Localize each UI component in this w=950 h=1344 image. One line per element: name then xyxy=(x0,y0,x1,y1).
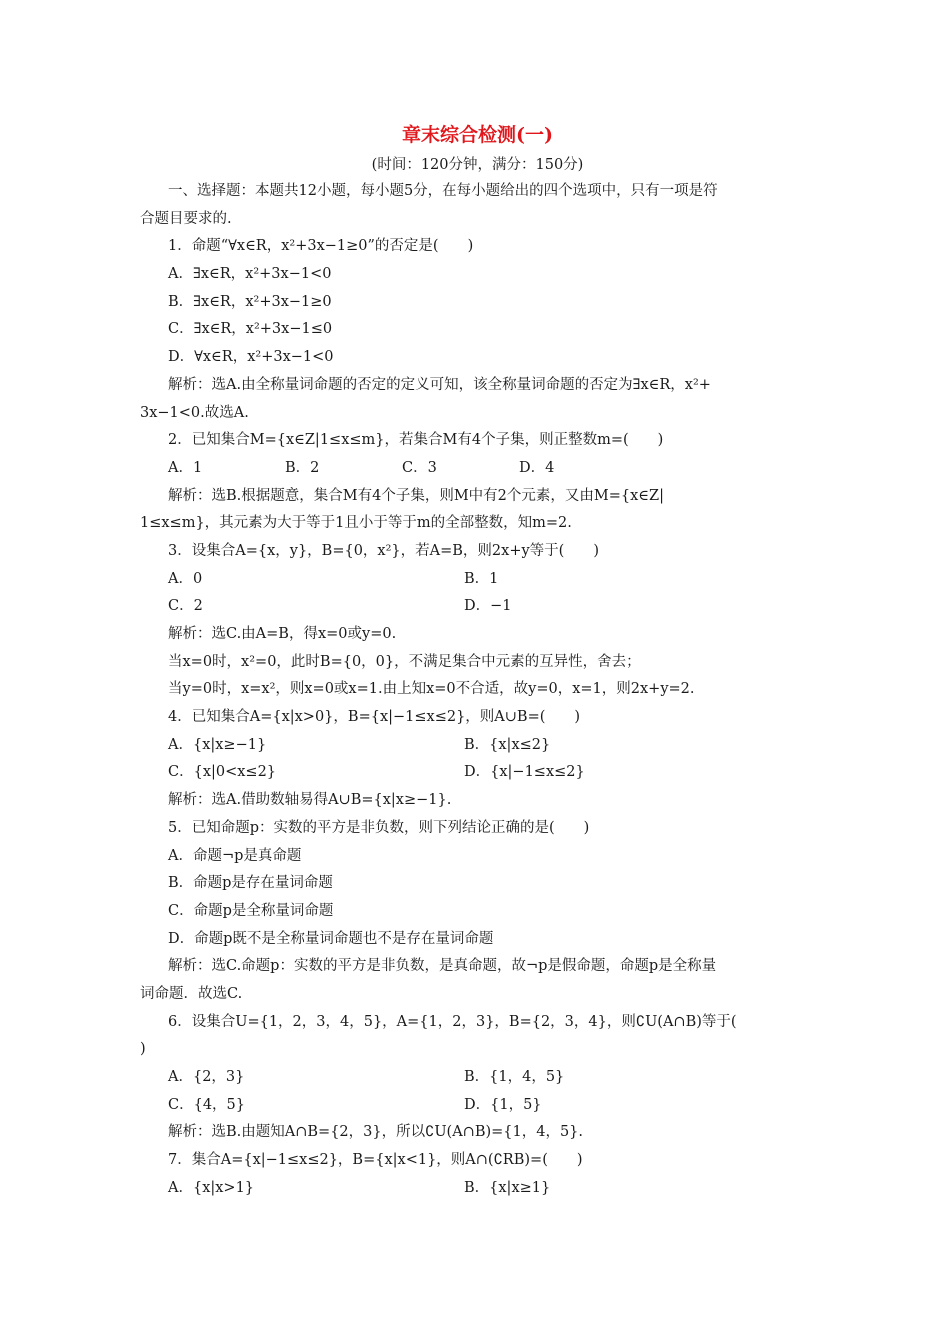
option-item: C．∃x∈R，x²+3x−1≤0 xyxy=(168,321,333,338)
option-item: C．命题p是全称量词命题 xyxy=(168,902,334,919)
option-item: B．1 xyxy=(464,570,499,587)
text-line: 解析：选B.由题知A∩B={2，3}，所以∁U(A∩B)={1，4，5}. xyxy=(168,1124,584,1141)
option-item: A．{x|x>1} xyxy=(168,1179,255,1196)
text-line: 1．命题“∀x∈R，x²+3x−1≥0”的否定是( ) xyxy=(168,238,474,255)
option-item: B．2 xyxy=(285,459,320,476)
option-item: B．{1，4，5} xyxy=(464,1069,565,1085)
text-line: 当x=0时，x²=0，此时B={0，0}，不满足集合中元素的互异性，舍去； xyxy=(168,653,641,670)
text-line: 3x−1<0.故选A. xyxy=(140,404,249,421)
option-row xyxy=(140,759,815,787)
option-item: A．{x|x≥−1} xyxy=(168,736,267,753)
option-item: C．{4，5} xyxy=(168,1096,245,1113)
option-row xyxy=(140,1064,815,1092)
option-item: A．∃x∈R，x²+3x−1<0 xyxy=(168,266,332,283)
text-line: 解析：选A.由全称量词命题的否定的定义可知，该全称量词命题的否定为∃x∈R，x²+ xyxy=(168,376,711,393)
text-line: 词命题．故选C. xyxy=(140,985,243,1002)
text-line: 解析：选C.命题p：实数的平方是非负数，是真命题，故¬p是假命题，命题p是全称量 xyxy=(168,958,717,975)
option-item: D．∀x∈R，x²+3x−1<0 xyxy=(168,349,334,366)
option-row xyxy=(140,1092,815,1120)
option-item: B．{x|x≥1} xyxy=(464,1179,551,1196)
option-row xyxy=(140,566,815,594)
option-item: D．{1，5} xyxy=(464,1096,542,1113)
text-line: 5．已知命题p：实数的平方是非负数，则下列结论正确的是( ) xyxy=(168,819,590,836)
option-item: A．{2，3} xyxy=(168,1069,245,1085)
option-row xyxy=(140,455,815,483)
option-item: B．命题p是存在量词命题 xyxy=(168,875,333,892)
text-line: 一、选择题：本题共12小题，每小题5分，在每小题给出的四个选项中，只有一项是符 xyxy=(168,183,718,199)
option-item: C．{x|0<x≤2} xyxy=(168,764,277,781)
option-item: A．1 xyxy=(168,459,203,476)
option-item: D．{x|−1≤x≤2} xyxy=(464,764,585,781)
option-item: C．3 xyxy=(402,459,437,476)
option-item: A．命题¬p是真命题 xyxy=(168,847,302,864)
option-row xyxy=(140,1175,815,1203)
option-item: D．4 xyxy=(519,459,555,476)
text-line: 合题目要求的. xyxy=(140,210,232,227)
text-line: ) xyxy=(140,1041,146,1058)
text-line: 当y=0时，x=x²，则x=0或x=1.由上知x=0不合适，故y=0，x=1，则2x+y=2. xyxy=(168,681,695,698)
option-item: A．0 xyxy=(168,570,203,587)
text-line: 3．设集合A={x，y}，B={0，x²}，若A=B，则2x+y等于( ) xyxy=(168,542,599,559)
option-row xyxy=(140,593,815,621)
option-item: D．−1 xyxy=(464,598,512,615)
text-line: 4．已知集合A={x|x>0}，B={x|−1≤x≤2}，则A∪B=( ) xyxy=(168,709,581,726)
option-item: D．命题p既不是全称量词命题也不是存在量词命题 xyxy=(168,930,494,947)
text-line: 1≤x≤m}，其元素为大于等于1且小于等于m的全部整数，知m=2. xyxy=(140,515,572,532)
text-line: 解析：选C.由A=B，得x=0或y=0. xyxy=(168,626,397,642)
option-item: C．2 xyxy=(168,598,203,615)
option-item: B．∃x∈R，x²+3x−1≥0 xyxy=(168,293,332,310)
document-body xyxy=(140,178,815,1202)
text-line: 7．集合A={x|−1≤x≤2}，B={x|x<1}，则A∩(∁RB)=( ) xyxy=(168,1152,583,1169)
option-row xyxy=(140,732,815,760)
text-line: 解析：选B.根据题意，集合M有4个子集，则M中有2个元素，又由M={x∈Z| xyxy=(168,487,664,504)
text-line: 6．设集合U={1，2，3，4，5}，A={1，2，3}，B={2，3，4}，则∁U(A∩B)等于( xyxy=(168,1013,737,1030)
text-line: 解析：选A.借助数轴易得A∪B={x|x≥−1}. xyxy=(168,792,452,809)
option-item: B．{x|x≤2} xyxy=(464,736,551,753)
text-line: 2．已知集合M={x∈Z|1≤x≤m}，若集合M有4个子集，则正整数m=( ) xyxy=(168,432,664,449)
page-subtitle: (时间：120分钟，满分：150分) xyxy=(371,157,584,173)
page-title: 章末综合检测(一) xyxy=(402,124,553,146)
